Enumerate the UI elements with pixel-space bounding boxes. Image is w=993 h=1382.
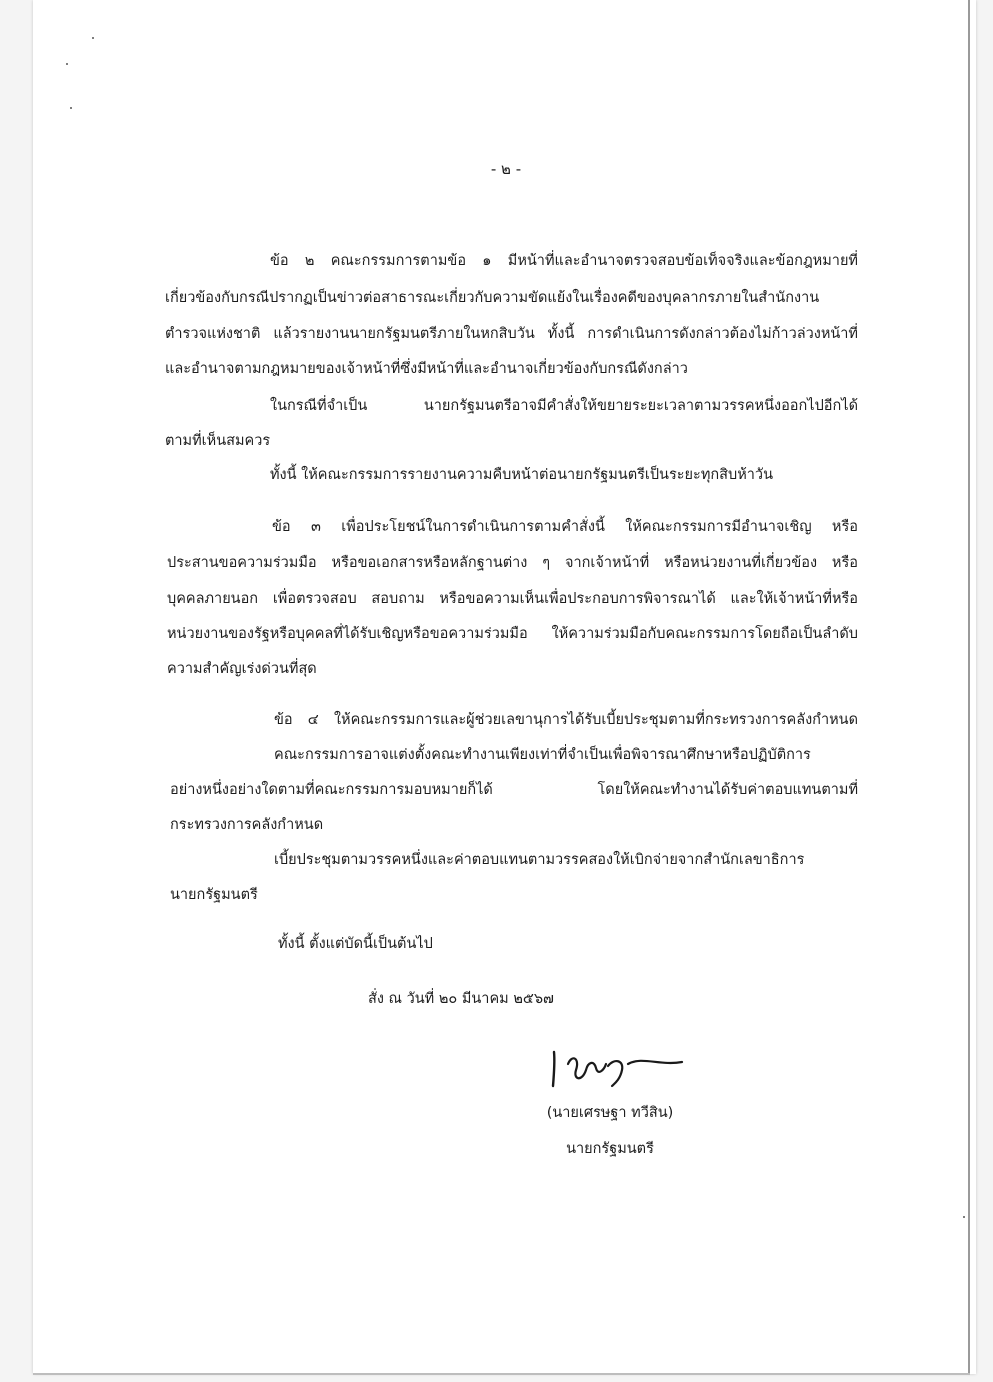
signatory-name: (นายเศรษฐา ทวีสิน) (546, 1105, 674, 1121)
paragraph-line: บุคคลภายนอก เพื่อตรวจสอบ สอบถาม หรือขอความเห็นเพื่อประกอบการพิจารณาได้ และให้เจ้าหน้าที่หรือ (167, 591, 858, 607)
handwritten-signature (542, 1040, 692, 1096)
paragraph-line: นายกรัฐมนตรี (170, 887, 258, 903)
paragraph-line: ในกรณีที่จำเป็น นายกรัฐมนตรีอาจมีคำสั่งให้ขยายระยะเวลาตามวรรคหนึ่งออกไปอีกได้ (270, 398, 858, 414)
scan-speck (963, 1216, 965, 1218)
paragraph-line: คณะกรรมการอาจแต่งตั้งคณะทำงานเพียงเท่าที่จำเป็นเพื่อพิจารณาศึกษาหรือปฏิบัติการ (274, 747, 811, 763)
scan-speck (66, 63, 68, 65)
paragraph-line: ตำรวจแห่งชาติ แล้วรายงานนายกรัฐมนตรีภายในหกสิบวัน ทั้งนี้ การดำเนินการดังกล่าวต้องไม่ก้าวล่วงหน้าที่ (165, 326, 858, 342)
paragraph-line: และอำนาจตามกฎหมายของเจ้าหน้าที่ซึ่งมีหน้าที่และอำนาจเกี่ยวข้องกับกรณีดังกล่าว (165, 361, 688, 377)
paragraph-line: เบี้ยประชุมตามวรรคหนึ่งและค่าตอบแทนตามวรรคสองให้เบิกจ่ายจากสำนักเลขาธิการ (274, 852, 805, 868)
paragraph-line: ข้อ ๓ เพื่อประโยชน์ในการดำเนินการตามคำสั่งนี้ ให้คณะกรรมการมีอำนาจเชิญ หรือ (272, 519, 858, 535)
paragraph-line: ความสำคัญเร่งด่วนที่สุด (167, 661, 317, 677)
paragraph-line: ข้อ ๒ คณะกรรมการตามข้อ ๑ มีหน้าที่และอำนาจตรวจสอบข้อเท็จจริงและข้อกฎหมายที่ (270, 253, 858, 269)
order-date: สั่ง ณ วันที่ ๒๐ มีนาคม ๒๕๖๗ (368, 991, 554, 1007)
page-number: - ๒ - (490, 160, 522, 178)
paragraph-line: อย่างหนึ่งอย่างใดตามที่คณะกรรมการมอบหมายก็ได้ โดยให้คณะทำงานได้รับค่าตอบแทนตามที่ (170, 782, 858, 798)
paragraph-line: กระทรวงการคลังกำหนด (170, 817, 324, 833)
paragraph-line: หน่วยงานของรัฐหรือบุคคลที่ได้รับเชิญหรือขอความร่วมมือ ให้ความร่วมมือกับคณะกรรมการโดยถือเป็นลำดับ (167, 626, 858, 642)
document-page (33, 0, 976, 1374)
page-edge-right (968, 0, 970, 1374)
page-edge-bottom (33, 1373, 970, 1375)
paragraph-line: ตามที่เห็นสมควร (165, 433, 271, 449)
paragraph-line: ข้อ ๔ ให้คณะกรรมการและผู้ช่วยเลขานุการได้รับเบี้ยประชุมตามที่กระทรวงการคลังกำหนด (274, 712, 858, 728)
scan-speck (92, 37, 94, 39)
scan-speck (70, 107, 72, 109)
signatory-position: นายกรัฐมนตรี (566, 1141, 654, 1157)
paragraph-line: ทั้งนี้ ให้คณะกรรมการรายงานความคืบหน้าต่อนายกรัฐมนตรีเป็นระยะทุกสิบห้าวัน (270, 467, 773, 483)
paragraph-line: ประสานขอความร่วมมือ หรือขอเอกสารหรือหลักฐานต่าง ๆ จากเจ้าหน้าที่ หรือหน่วยงานที่เกี่ยวข้อง หรือ (167, 555, 858, 571)
paragraph-line: เกี่ยวข้องกับกรณีปรากฏเป็นข่าวต่อสาธารณะเกี่ยวกับความขัดแย้งในเรื่องคดีของบุคลากรภายในสำนักงาน (165, 290, 820, 306)
paragraph-line: ทั้งนี้ ตั้งแต่บัดนี้เป็นต้นไป (278, 936, 433, 952)
